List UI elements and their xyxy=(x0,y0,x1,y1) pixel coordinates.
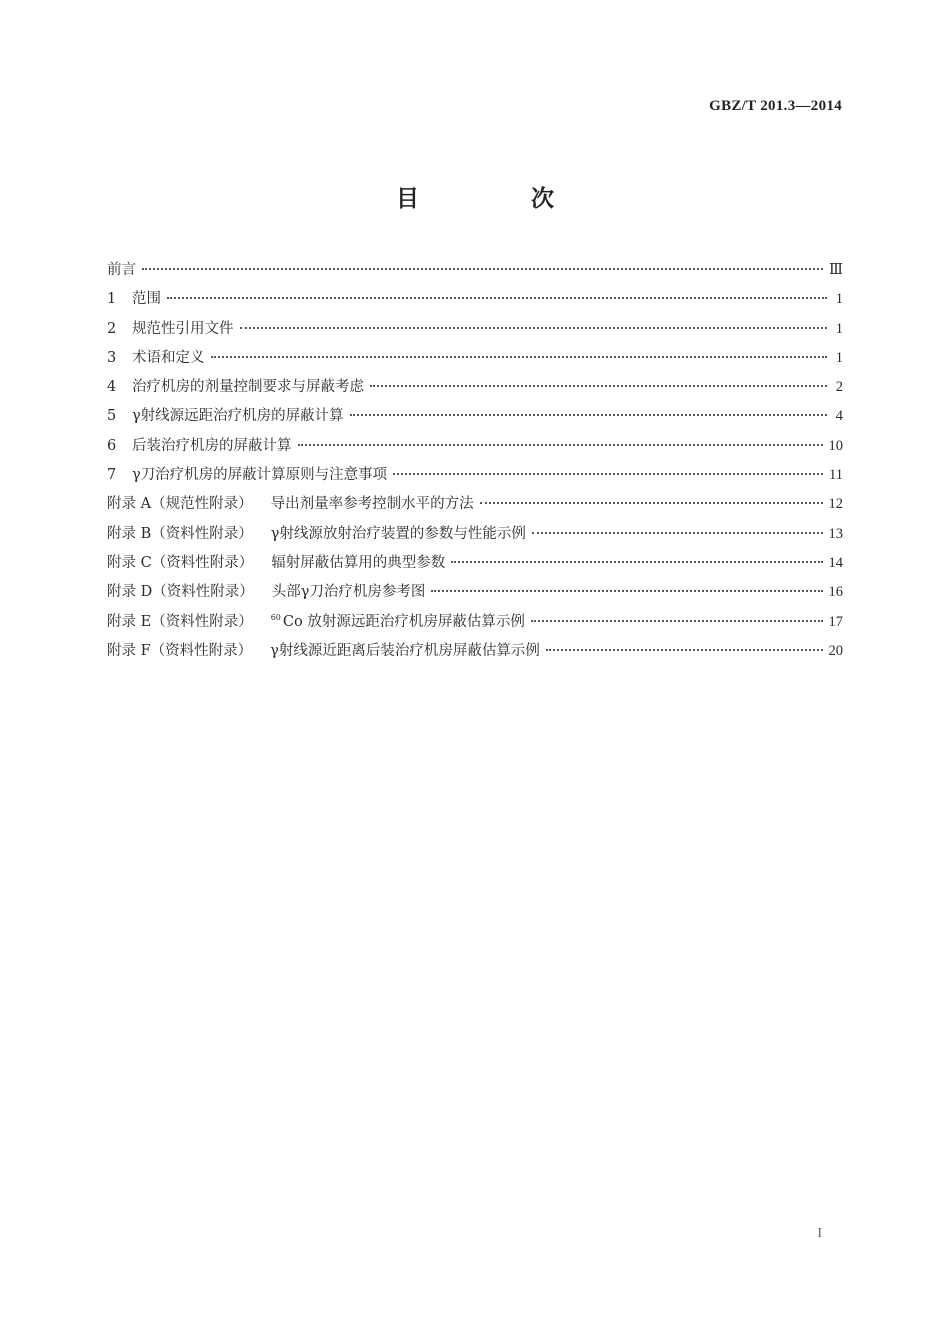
toc-entry-number: 5 xyxy=(107,408,117,425)
toc-entry-label-text: 规范性引用文件 xyxy=(132,320,234,337)
toc-entry-page: 4 xyxy=(835,408,843,425)
toc-entry-label-text: Co 放射源远距治疗机房屏蔽估算示例 xyxy=(282,613,525,630)
toc-entry-label xyxy=(272,580,426,601)
toc-entry-label-text: γ刀治疗机房的屏蔽计算原则与注意事项 xyxy=(132,467,388,484)
toc-entry-leader xyxy=(211,356,828,358)
toc-entry-appendix: 附录 E（资料性附录） xyxy=(107,613,253,630)
toc-entry[interactable] xyxy=(107,434,843,463)
toc-entry-page: 1 xyxy=(835,320,843,337)
toc-entry-page: 1 xyxy=(835,291,843,308)
toc-entry-number: 3 xyxy=(107,349,117,366)
toc-entry-leader xyxy=(531,620,823,622)
toc-entry-label-text: γ射线源远距治疗机房的屏蔽计算 xyxy=(132,408,344,425)
toc-entry[interactable] xyxy=(107,258,843,287)
toc-entry[interactable] xyxy=(107,346,843,375)
toc-entry-label-text: 治疗机房的剂量控制要求与屏蔽考虑 xyxy=(132,379,364,396)
toc-entry-leader xyxy=(451,561,822,563)
toc-entry[interactable] xyxy=(107,522,843,551)
toc-entry[interactable] xyxy=(107,639,843,668)
toc-entry-label xyxy=(271,551,445,572)
toc-entry-label xyxy=(271,492,474,513)
toc-entry[interactable] xyxy=(107,317,843,346)
toc-entry-label-text: 术语和定义 xyxy=(132,349,205,366)
toc-entry-leader xyxy=(480,502,823,504)
toc-entry-superscript: 60 xyxy=(270,612,281,622)
toc-entry-label xyxy=(132,463,387,484)
toc-entry-label-text: 导出剂量率参考控制水平的方法 xyxy=(270,496,474,513)
toc-entry-label-text: 范围 xyxy=(132,291,161,308)
toc-entry-number: 7 xyxy=(107,467,117,484)
toc-entry-appendix: 附录 C（资料性附录） xyxy=(107,554,254,571)
toc-entry-label xyxy=(132,346,205,367)
toc-entry-leader xyxy=(546,649,823,651)
toc-entry[interactable] xyxy=(107,492,843,521)
toc-entry-appendix: 附录 A（规范性附录） xyxy=(107,496,253,513)
toc-entry-leader xyxy=(370,385,827,387)
toc-entry-label xyxy=(107,258,136,279)
toc-entry-label xyxy=(132,317,234,338)
toc-entry-page: 1 xyxy=(835,349,843,366)
standard-code: GBZ/T 201.3—2014 xyxy=(709,98,842,114)
toc-entry-label xyxy=(132,375,364,396)
toc-entry-label xyxy=(132,404,344,425)
toc-entry-appendix: 附录 B（资料性附录） xyxy=(107,525,253,542)
toc-entry-appendix: 附录 F（资料性附录） xyxy=(107,642,253,659)
toc-entry-label xyxy=(270,639,540,660)
toc-entry-appendix: 附录 D（资料性附录） xyxy=(107,584,254,601)
toc-entry[interactable] xyxy=(107,610,843,639)
toc-entry-page: 14 xyxy=(828,554,843,571)
toc-entry[interactable] xyxy=(107,287,843,316)
toc-entry-label xyxy=(271,610,525,631)
toc-entry-leader xyxy=(167,297,827,299)
toc-entry[interactable] xyxy=(107,375,843,404)
toc-entry-label-text: 前言 xyxy=(107,262,136,278)
toc-entry-number: 4 xyxy=(107,379,117,396)
page-number: I xyxy=(817,1226,822,1241)
toc-entry-leader xyxy=(350,414,827,416)
toc-entry-label-text: γ射线源近距离后装治疗机房屏蔽估算示例 xyxy=(270,642,540,659)
toc-entry-page: 11 xyxy=(829,467,843,484)
toc-entry[interactable] xyxy=(107,580,843,609)
toc-entry-page: 16 xyxy=(828,584,843,601)
toc-entry-label-text: γ射线源放射治疗装置的参数与性能示例 xyxy=(270,525,526,542)
toc-entry-leader xyxy=(532,532,823,534)
toc-entry-leader xyxy=(431,590,822,592)
toc-entry-leader xyxy=(240,327,828,329)
toc-entry-page: 17 xyxy=(828,613,843,630)
toc-entry-label-text: 头部γ刀治疗机房参考图 xyxy=(271,584,426,601)
toc-entry-page: 2 xyxy=(835,379,843,396)
toc-entry-number: 1 xyxy=(107,291,117,308)
toc-title: 目 次 xyxy=(395,186,606,212)
toc-entry-page: 20 xyxy=(828,642,843,659)
toc-entry-leader xyxy=(393,473,823,475)
toc-entry-label-text: 后装治疗机房的屏蔽计算 xyxy=(132,437,292,454)
toc-entry-leader xyxy=(298,444,823,446)
toc-entry-page: 12 xyxy=(828,496,843,513)
toc-list xyxy=(107,258,843,668)
toc-entry[interactable] xyxy=(107,551,843,580)
toc-entry-page: Ⅲ xyxy=(829,262,843,278)
toc-entry-label xyxy=(132,287,161,308)
toc-entry-page: 13 xyxy=(828,525,843,542)
toc-entry[interactable] xyxy=(107,404,843,433)
toc-entry-leader xyxy=(142,268,823,270)
toc-entry-label xyxy=(132,434,292,455)
toc-entry[interactable] xyxy=(107,463,843,492)
toc-entry-label-text: 辐射屏蔽估算用的典型参数 xyxy=(271,554,446,571)
toc-entry-page: 10 xyxy=(828,437,843,454)
toc-entry-label xyxy=(271,522,526,543)
toc-entry-number: 6 xyxy=(107,437,117,454)
toc-entry-number: 2 xyxy=(107,320,117,337)
